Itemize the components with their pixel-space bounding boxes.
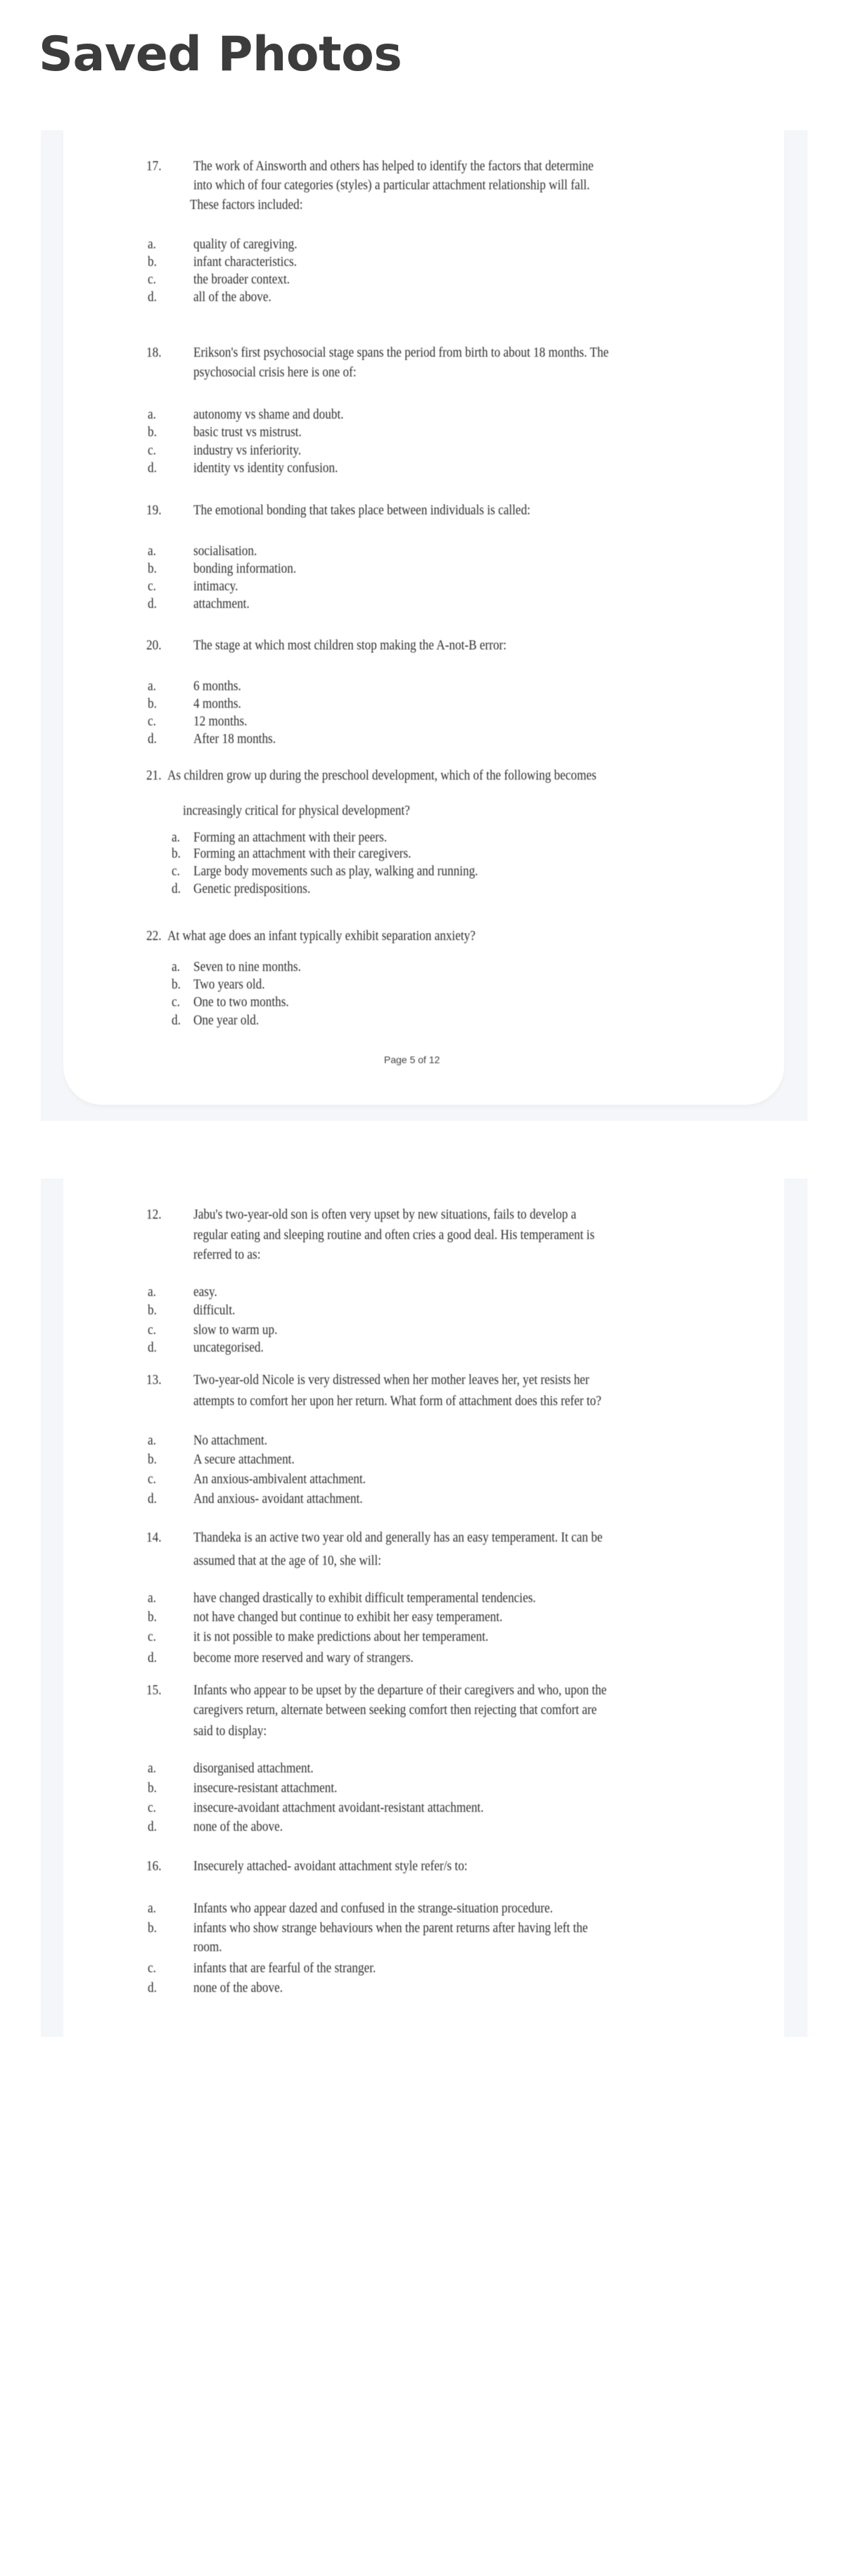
question-text-line: As children grow up during the preschool development, which of the following becomes bbox=[167, 768, 596, 783]
option-letter: a. bbox=[172, 959, 180, 975]
answer-option: room. bbox=[193, 1939, 222, 1955]
question-text-line: increasingly critical for physical development? bbox=[183, 803, 410, 818]
saved-photo[interactable] bbox=[41, 130, 807, 1121]
answer-option: Forming an attachment with their caregivers. bbox=[193, 846, 411, 861]
answer-option: And anxious- avoidant attachment. bbox=[193, 1491, 363, 1506]
option-letter: d. bbox=[148, 1650, 157, 1665]
option-letter: d. bbox=[148, 289, 157, 305]
answer-option: 6 months. bbox=[193, 678, 241, 694]
option-letter: c. bbox=[148, 1800, 156, 1815]
answer-option: infant characteristics. bbox=[193, 254, 298, 269]
option-letter: b. bbox=[148, 424, 157, 440]
answer-option: After 18 months. bbox=[193, 731, 276, 747]
option-letter: a. bbox=[148, 543, 156, 559]
question-number: 13. bbox=[146, 1372, 162, 1388]
question-number: 18. bbox=[146, 345, 162, 360]
answer-option: Two years old. bbox=[193, 977, 265, 992]
option-letter: b. bbox=[148, 1780, 157, 1796]
saved-photo[interactable] bbox=[41, 1179, 807, 2037]
option-letter: a. bbox=[148, 1284, 156, 1300]
question-text-line: psychosocial crisis here is one of: bbox=[193, 364, 357, 380]
answer-option: industry vs inferiority. bbox=[193, 443, 302, 458]
option-letter: d. bbox=[148, 596, 157, 611]
question-text-line: referred to as: bbox=[193, 1247, 261, 1262]
answer-option: No attachment. bbox=[193, 1433, 268, 1448]
question-text-line: Two-year-old Nicole is very distressed when her mother leaves her, yet resists her bbox=[193, 1372, 589, 1388]
answer-option: autonomy vs shame and doubt. bbox=[193, 407, 344, 422]
answer-option: all of the above. bbox=[193, 289, 271, 305]
question-number: 17. bbox=[146, 158, 162, 174]
answer-option: have changed drastically to exhibit difficult temperamental tendencies. bbox=[193, 1590, 536, 1606]
question-text-line: Erikson's first psychosocial stage spans the period from birth to about 18 months. The bbox=[193, 345, 609, 360]
answer-option: none of the above. bbox=[193, 1819, 283, 1834]
answer-option: not have changed but continue to exhibit her easy temperament. bbox=[193, 1609, 503, 1625]
option-letter: b. bbox=[148, 1452, 157, 1467]
option-letter: d. bbox=[148, 731, 157, 747]
option-letter: d. bbox=[148, 1340, 157, 1355]
answer-option: Seven to nine months. bbox=[193, 959, 301, 975]
question-text-line: into which of four categories (styles) a particular attachment relationship will fall. bbox=[193, 177, 590, 193]
answer-option: none of the above. bbox=[193, 1980, 283, 1996]
document-page bbox=[63, 130, 784, 1105]
page-number-label: Page 5 of 12 bbox=[384, 1054, 440, 1065]
option-letter: c. bbox=[172, 994, 180, 1010]
answer-option: One to two months. bbox=[193, 994, 289, 1010]
answer-option: slow to warm up. bbox=[193, 1322, 278, 1338]
option-letter: c. bbox=[148, 713, 156, 729]
option-letter: c. bbox=[148, 1322, 156, 1338]
option-letter: a. bbox=[148, 678, 156, 694]
question-text-line: These factors included: bbox=[190, 197, 303, 212]
question-text-line: The emotional bonding that takes place between individuals is called: bbox=[193, 502, 531, 518]
option-letter: d. bbox=[172, 1013, 181, 1028]
document-page bbox=[63, 1179, 784, 2037]
question-number: 21. bbox=[146, 768, 162, 783]
question-text-line: The work of Ainsworth and others has helped to identify the factors that determine bbox=[193, 158, 594, 174]
answer-option: Genetic predispositions. bbox=[193, 881, 311, 896]
answer-option: attachment. bbox=[193, 596, 250, 611]
option-letter: d. bbox=[148, 1491, 157, 1506]
question-text-line: caregivers return, alternate between seeking comfort then rejecting that comfort are bbox=[193, 1702, 597, 1718]
option-letter: a. bbox=[148, 236, 156, 252]
answer-option: quality of caregiving. bbox=[193, 236, 298, 252]
option-letter: c. bbox=[148, 1629, 156, 1644]
answer-option: identity vs identity confusion. bbox=[193, 460, 338, 476]
answer-option: bonding information. bbox=[193, 561, 297, 576]
answer-option: easy. bbox=[193, 1284, 217, 1300]
option-letter: b. bbox=[148, 561, 157, 576]
answer-option: Forming an attachment with their peers. bbox=[193, 830, 388, 845]
question-number: 20. bbox=[146, 637, 162, 653]
option-letter: b. bbox=[148, 1609, 157, 1625]
answer-option: socialisation. bbox=[193, 543, 257, 559]
option-letter: b. bbox=[148, 696, 157, 711]
question-text-line: Jabu's two-year-old son is often very upset by new situations, fails to develop a bbox=[193, 1207, 577, 1222]
option-letter: a. bbox=[148, 1901, 156, 1916]
answer-option: it is not possible to make predictions about her temperament. bbox=[193, 1629, 489, 1644]
option-letter: a. bbox=[148, 407, 156, 422]
option-letter: c. bbox=[148, 1960, 156, 1976]
answer-option: Large body movements such as play, walking and running. bbox=[193, 863, 478, 879]
question-text-line: said to display: bbox=[193, 1723, 267, 1739]
answer-option: uncategorised. bbox=[193, 1340, 264, 1355]
question-text-line: Insecurely attached- avoidant attachment style refer/s to: bbox=[193, 1858, 468, 1874]
answer-option: infants who show strange behaviours when the parent returns after having left the bbox=[193, 1920, 588, 1936]
question-number: 14. bbox=[146, 1530, 162, 1545]
option-letter: b. bbox=[148, 1302, 157, 1318]
page-title: Saved Photos bbox=[39, 27, 402, 82]
answer-option: 4 months. bbox=[193, 696, 241, 711]
question-text-line: Infants who appear to be upset by the departure of their caregivers and who, upon the bbox=[193, 1682, 607, 1698]
option-letter: c. bbox=[172, 863, 180, 879]
option-letter: a. bbox=[148, 1590, 156, 1606]
option-letter: c. bbox=[148, 272, 156, 287]
answer-option: insecure-resistant attachment. bbox=[193, 1780, 338, 1796]
question-number: 16. bbox=[146, 1858, 162, 1874]
answer-option: Infants who appear dazed and confused in the strange-situation procedure. bbox=[193, 1901, 554, 1916]
question-number: 12. bbox=[146, 1207, 162, 1222]
question-text-line: At what age does an infant typically exhibit separation anxiety? bbox=[167, 928, 475, 944]
answer-option: A secure attachment. bbox=[193, 1452, 295, 1467]
question-number: 15. bbox=[146, 1682, 162, 1698]
option-letter: b. bbox=[172, 846, 181, 861]
answer-option: disorganised attachment. bbox=[193, 1760, 314, 1776]
option-letter: a. bbox=[172, 830, 180, 845]
option-letter: d. bbox=[148, 460, 157, 476]
answer-option: the broader context. bbox=[193, 272, 290, 287]
option-letter: d. bbox=[148, 1980, 157, 1996]
answer-option: intimacy. bbox=[193, 578, 238, 594]
question-number: 22. bbox=[146, 928, 162, 944]
option-letter: d. bbox=[148, 1819, 157, 1834]
answer-option: An anxious-ambivalent attachment. bbox=[193, 1471, 366, 1487]
question-text-line: The stage at which most children stop making the A-not-B error: bbox=[193, 637, 507, 653]
answer-option: infants that are fearful of the stranger. bbox=[193, 1960, 376, 1976]
question-text-line: regular eating and sleeping routine and often cries a good deal. His temperament is bbox=[193, 1227, 595, 1243]
option-letter: b. bbox=[148, 254, 157, 269]
answer-option: basic trust vs mistrust. bbox=[193, 424, 302, 440]
option-letter: d. bbox=[172, 881, 181, 896]
answer-option: One year old. bbox=[193, 1013, 260, 1028]
answer-option: 12 months. bbox=[193, 713, 248, 729]
option-letter: a. bbox=[148, 1760, 156, 1776]
answer-option: become more reserved and wary of strangers. bbox=[193, 1650, 414, 1665]
answer-option: difficult. bbox=[193, 1302, 236, 1318]
option-letter: a. bbox=[148, 1433, 156, 1448]
question-text-line: assumed that at the age of 10, she will: bbox=[193, 1553, 382, 1568]
question-text-line: attempts to comfort her upon her return. What form of attachment does this refer to? bbox=[193, 1393, 601, 1409]
option-letter: b. bbox=[172, 977, 181, 992]
option-letter: c. bbox=[148, 443, 156, 458]
answer-option: insecure-avoidant attachment avoidant-resistant attachment. bbox=[193, 1800, 484, 1815]
question-number: 19. bbox=[146, 502, 162, 518]
option-letter: c. bbox=[148, 578, 156, 594]
option-letter: c. bbox=[148, 1471, 156, 1487]
option-letter: b. bbox=[148, 1920, 157, 1936]
question-text-line: Thandeka is an active two year old and generally has an easy temperament. It can be bbox=[193, 1530, 603, 1545]
